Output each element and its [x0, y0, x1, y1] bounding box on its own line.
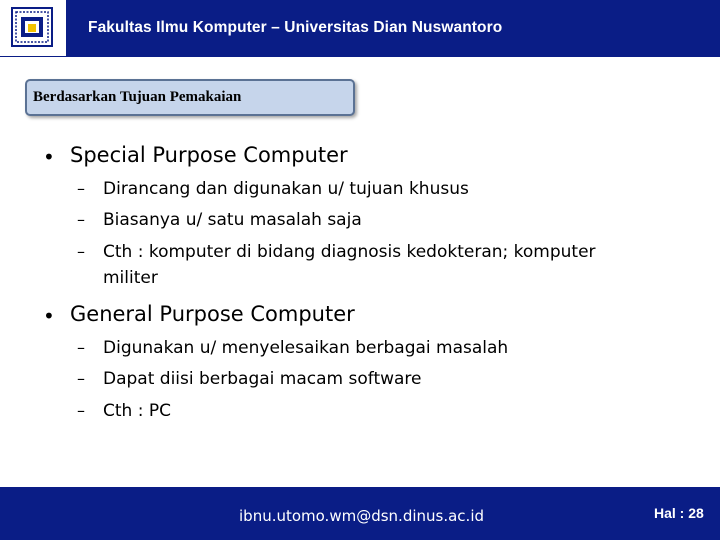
university-logo-icon [8, 6, 56, 48]
sub-bullet-item: Biasanya u/ satu masalah saja [103, 210, 362, 230]
bullet-dot: • [43, 145, 55, 169]
sub-bullet-dash: – [77, 369, 85, 388]
sub-bullet-item-continued: militer [103, 268, 158, 288]
sub-bullet-dash: – [77, 242, 85, 261]
university-logo [0, 0, 68, 56]
sub-bullet-item: Cth : PC [103, 401, 171, 421]
header-bar [0, 0, 720, 57]
bullet-dot: • [43, 304, 55, 328]
sub-bullet-item: Dapat diisi berbagai macam software [103, 369, 422, 389]
section-label: Berdasarkan Tujuan Pemakaian [33, 89, 242, 105]
sub-bullet-dash: – [77, 401, 85, 420]
sub-bullet-dash: – [77, 210, 85, 229]
footer-bar [0, 487, 720, 540]
sub-bullet-item: Dirancang dan digunakan u/ tujuan khusus [103, 179, 469, 199]
sub-bullet-dash: – [77, 179, 85, 198]
section-label-box [25, 79, 355, 116]
bullet-heading-special-purpose: Special Purpose Computer [70, 143, 348, 167]
page-number: Hal : 28 [654, 505, 704, 521]
footer-email: ibnu.utomo.wm@dsn.dinus.ac.id [239, 507, 485, 525]
header-title: Fakultas Ilmu Komputer – Universitas Dian Nuswantoro [88, 19, 503, 36]
sub-bullet-item: Cth : komputer di bidang diagnosis kedokteran; komputer [103, 242, 596, 262]
sub-bullet-dash: – [77, 338, 85, 357]
bullet-heading-general-purpose: General Purpose Computer [70, 302, 355, 326]
sub-bullet-item: Digunakan u/ menyelesaikan berbagai masalah [103, 338, 509, 358]
